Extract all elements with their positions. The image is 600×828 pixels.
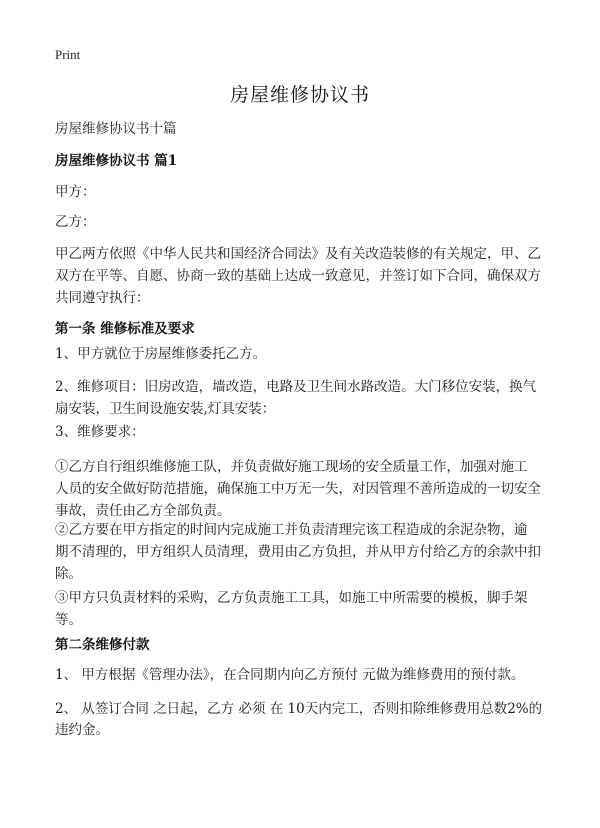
party-b-label: 乙方： xyxy=(55,214,96,230)
req1-line: 事故，责任由乙方全部负责。 xyxy=(55,503,231,519)
item2-line: 2、维修项目：旧房改造，墙改造，电路及卫生间水路改造。大门移位安装，换气 xyxy=(55,379,537,395)
req1-line: ①乙方自行组织维修施工队，并负责做好施工现场的安全质量工作，加强对施工 xyxy=(55,459,528,475)
payment-item1: 1、 甲方根据《管理办法》，在合同期内向乙方预付 元做为维修费用的预付款。 xyxy=(55,667,525,683)
section-heading: 房屋维修协议书 篇1 xyxy=(55,153,178,169)
req2-line: 除。 xyxy=(55,566,82,582)
article2-heading: 第二条维修付款 xyxy=(55,637,150,653)
intro-line: 双方在平等、自愿、协商一致的基础上达成一致意见，并签订如下合同，确保双方 xyxy=(55,268,541,284)
party-a-label: 甲方： xyxy=(55,184,96,200)
req2-line: ②乙方要在甲方指定的时间内完成施工并负责清理完该工程造成的余泥杂物，逾 xyxy=(55,522,528,538)
req3-line: 等。 xyxy=(55,612,82,628)
intro-line: 甲乙两方依照《中华人民共和国经济合同法》及有关改造装修的有关规定，甲、乙 xyxy=(55,246,541,262)
print-label: Print xyxy=(55,47,81,62)
req3-line: ③甲方只负责材料的采购，乙方负责施工工具，如施工中所需要的模板，脚手架 xyxy=(55,590,528,606)
pay2-line: 违约金。 xyxy=(55,722,109,738)
intro-line: 共同遵守执行： xyxy=(55,290,150,306)
document-subtitle: 房屋维修协议书十篇 xyxy=(55,121,177,137)
req2-line: 期不清理的，甲方组织人员清理，费用由乙方负担，并从甲方付给乙方的余款中扣 xyxy=(55,544,541,560)
article1-item3: 3、维修要求： xyxy=(55,424,145,440)
pay2-line: 2、 从签订合同 之日起，乙方 必须 在 10天内完工，否则扣除维修费用总数2%的 xyxy=(55,701,543,717)
item2-line: 扇安装，卫生间设施安装,灯具安装： xyxy=(55,401,276,417)
req1-line: 人员的安全做好防范措施，确保施工中万无一失，对因管理不善所造成的一切安全 xyxy=(55,481,541,497)
article1-item1: 1、甲方就位于房屋维修委托乙方。 xyxy=(55,346,267,362)
document-title: 房屋维修协议书 xyxy=(229,84,370,106)
article1-heading: 第一条 维修标准及要求 xyxy=(55,321,195,337)
